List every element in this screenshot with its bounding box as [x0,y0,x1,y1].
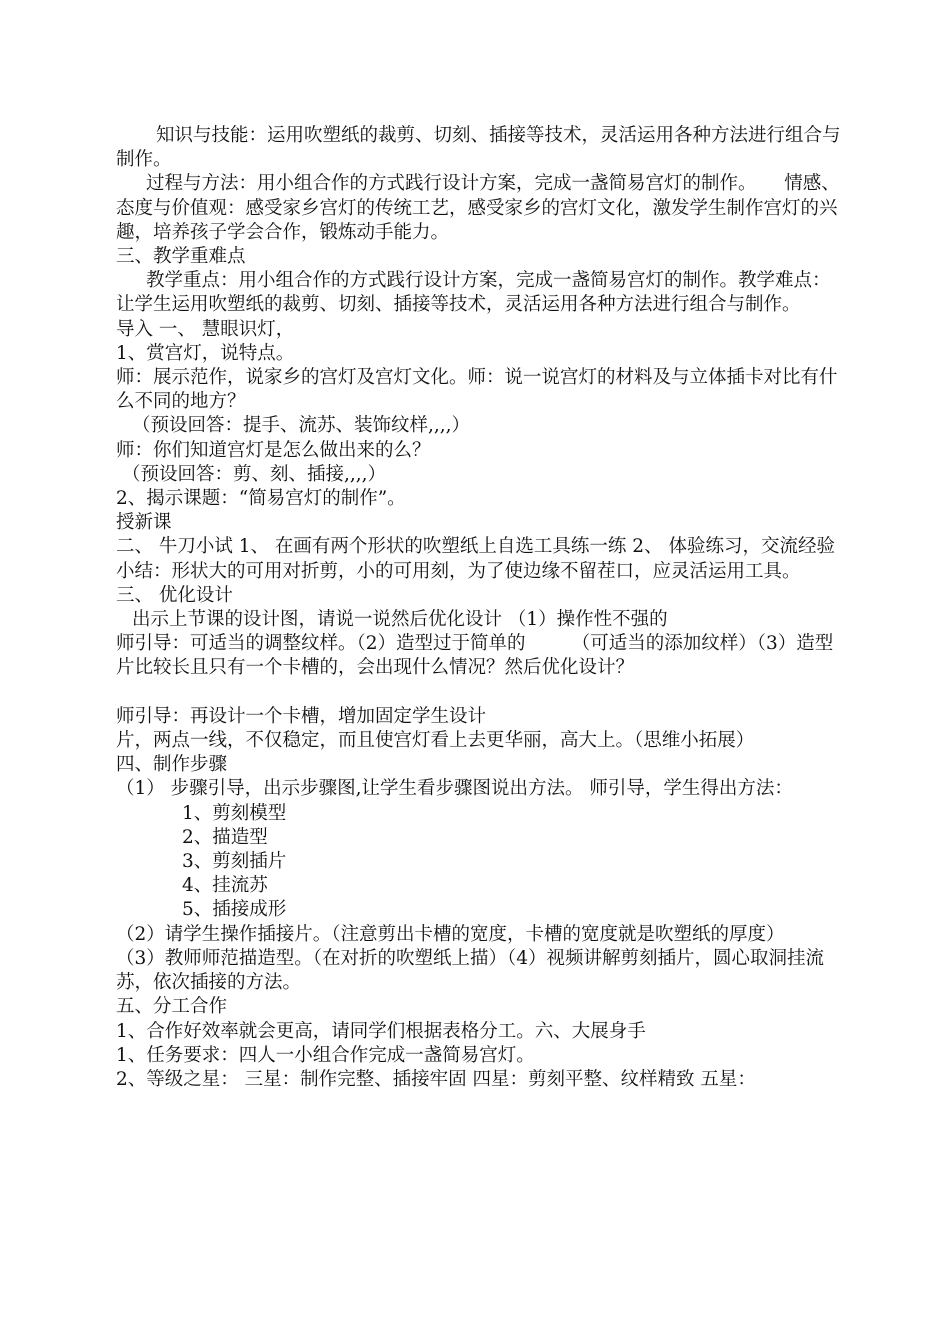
step-item: 5、插接成形 [182,899,287,921]
step-item: 4、挂流苏 [182,875,268,897]
paragraph-practice: 二、 牛刀小试 1、 在画有两个形状的吹塑纸上自选工具练一练 2、 体验练习，交流经验 小结：形状大的可用对折剪，小的可用刻，为了使边缘不留茬口，应灵活运用工具。 [116,536,835,582]
line-teacher-guide-2: 师引导：再设计一个卡槽，增加固定学生设计 [116,705,487,727]
line-grade-stars: 2、等级之星： 三星：制作完整、插接牢固 四星：剪刻平整、纹样精致 五星： [116,1068,756,1090]
paragraph-knowledge-skills: 知识与技能：运用吹塑纸的裁剪、切刻、插接等技术，灵活运用各种方法进行组合与制作。 [116,125,841,171]
line-show-design: 出示上节课的设计图，请说一说然后优化设计 （1）操作性不强的 [132,609,668,631]
line-preset-answer-1: （预设回答：提手、流苏、装饰纹样,,,,） [132,415,471,437]
line-reveal-topic: 2、揭示课题：“简易宫灯的制作”。 [116,488,406,510]
blank-line [116,681,846,705]
paragraph-teacher-show: 师：展示范作，说家乡的宫灯及宫灯文化。师：说一说宫灯的材料及与立体插卡对比有什么不同的地方？ [116,367,838,413]
document-body [116,124,846,1092]
line-cooperation: 1、合作好效率就会更高，请同学们根据表格分工。六、大展身手 [116,1020,646,1042]
paragraph-student-operate: （2）请学生操作插接片。（注意剪出卡槽的宽度，卡槽的宽度就是吹塑纸的厚度） [116,923,785,945]
heading-new-lesson: 授新课 [116,512,172,534]
line-teacher-question: 师：你们知道宫灯是怎么做出来的么？ [116,439,431,461]
paragraph-process-emotion: 过程与方法：用小组合作的方式践行设计方案，完成一盏简易宫灯的制作。 情感、态度与价值观：感受家乡宫灯的传统工艺，感受家乡的宫灯文化，激发学生制作宫灯的兴趣，培养孩子学会合作，锻炼动手能力。 [116,173,840,243]
heading-division-of-work: 五、分工合作 [116,996,228,1018]
paragraph-teacher-guide-1: 师引导：可适当的调整纹样。（2）造型过于简单的 （可适当的添加纹样）（3）造型片比较长且只有一个卡槽的，会出现什么情况？然后优化设计？ [116,633,834,679]
step-item: 3、剪刻插片 [182,851,287,873]
heading-steps: 四、制作步骤 [116,754,228,776]
line-task-requirement: 1、任务要求：四人一小组合作完成一盏简易宫灯。 [116,1044,535,1066]
line-preset-answer-2: （预设回答：剪、刻、插接,,,,） [122,463,387,485]
step-item: 1、剪刻模型 [182,802,287,824]
paragraph-step-guide: （1） 步骤引导，出示步骤图,让学生看步骤图说出方法。 师引导，学生得出方法： [116,778,793,800]
heading-intro: 导入 一、 慧眼识灯， [116,318,295,340]
paragraph-teacher-demo: （3）教师师范描造型。（在对折的吹塑纸上描）（4）视频讲解剪刻插片，圆心取洞挂流苏，依次插接的方法。 [116,947,825,994]
heading-teaching-difficulties: 三、教学重难点 [116,246,246,268]
line-appreciate: 1、赏宫灯，说特点。 [116,342,295,364]
line-design-piece: 片，两点一线，不仅稳定，而且使宫灯看上去更华丽，高大上。（思维小拓展） [116,730,755,752]
step-item: 2、描造型 [182,826,268,848]
heading-optimize-design: 三、 优化设计 [116,584,233,606]
paragraph-key-points: 教学重点：用小组合作的方式践行设计方案，完成一盏简易宫灯的制作。教学难点：让学生运用吹塑纸的裁剪、切刻、插接等技术，灵活运用各种方法进行组合与制作。 [116,270,831,316]
